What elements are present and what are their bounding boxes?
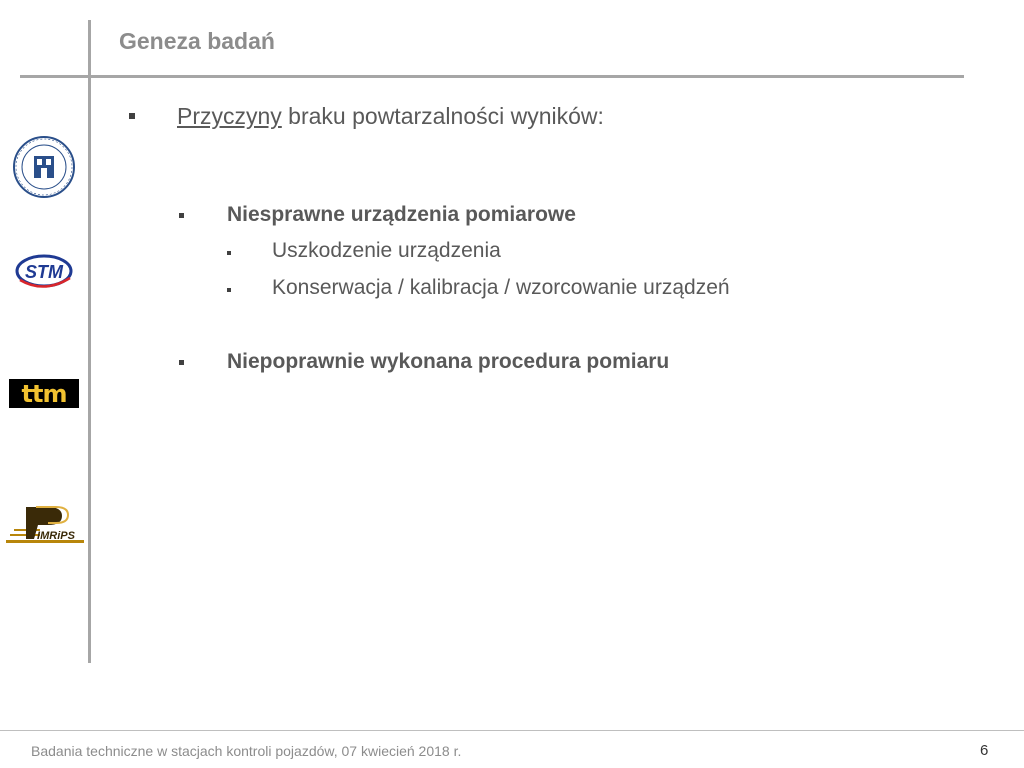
stm-logo-text: STM bbox=[25, 262, 63, 282]
bullet-marker bbox=[179, 213, 184, 218]
subbullet-damage: Uszkodzenie urządzenia bbox=[272, 239, 501, 262]
bullet-marker bbox=[129, 113, 135, 119]
bullet-marker bbox=[227, 251, 231, 255]
imrips-logo bbox=[6, 505, 84, 549]
left-divider bbox=[88, 20, 91, 663]
causes-text: braku powtarzalności wyników: bbox=[281, 103, 604, 129]
footer-divider bbox=[0, 730, 1024, 731]
causes-underlined: Przyczyny bbox=[177, 103, 282, 129]
university-seal-logo bbox=[10, 134, 78, 200]
imrips-logo-text: IMRiPS bbox=[37, 530, 75, 542]
subbullet-maintenance: Konserwacja / kalibracja / wzorcowanie urządzeń bbox=[272, 276, 730, 299]
ttm-logo bbox=[9, 379, 79, 408]
slide-title: Geneza badań bbox=[119, 28, 275, 54]
bullet-marker bbox=[227, 288, 231, 292]
ttm-logo-text: ttm bbox=[21, 379, 67, 408]
bullet-procedure: Niepoprawnie wykonana procedura pomiaru bbox=[227, 350, 670, 373]
bullet-causes bbox=[177, 103, 604, 130]
bullet-faulty-devices: Niesprawne urządzenia pomiarowe bbox=[227, 203, 576, 226]
footer-text: Badania techniczne w stacjach kontroli pojazdów, 07 kwiecień 2018 r. bbox=[31, 743, 462, 759]
page-number: 6 bbox=[980, 742, 989, 759]
stm-logo bbox=[14, 250, 74, 294]
bullet-marker bbox=[179, 360, 184, 365]
title-divider bbox=[20, 75, 964, 78]
